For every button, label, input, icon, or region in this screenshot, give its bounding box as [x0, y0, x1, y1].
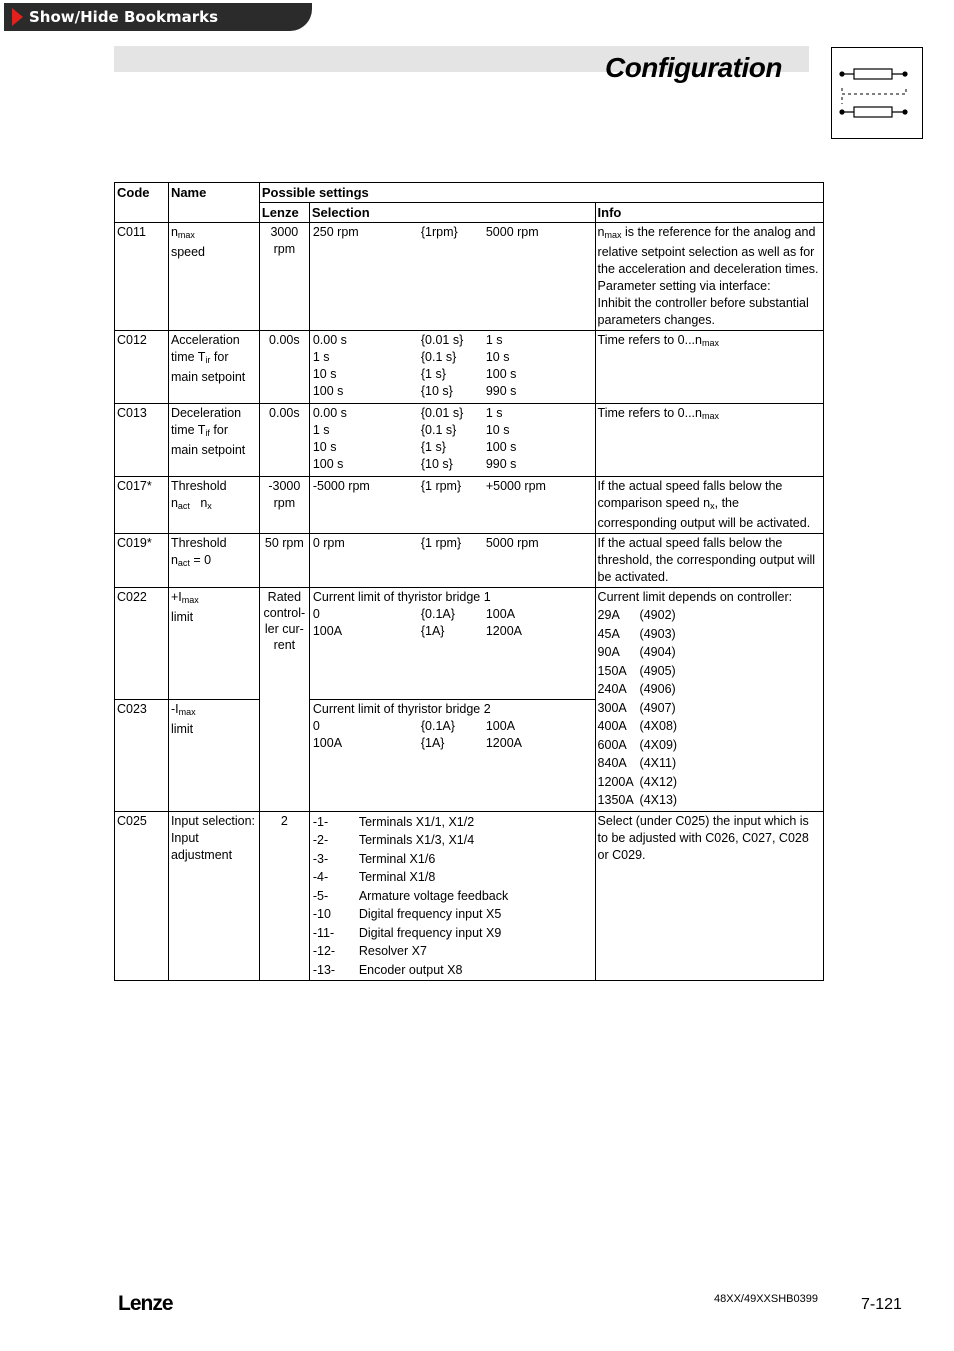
- name-cell: $+I_{max}$ limit: [168, 588, 259, 700]
- selection-cell: Current limit of thyristor bridge 2 0 {0.1A} 100A 100A {1A} 1200A: [309, 700, 595, 811]
- info-cell: Current limit depends on controller: 29A (4902) 45A (4903) 90A (4904) 150A (4905) 240A (4906) 300A (4907) 400A (4X08) 600A (4X09) 840A (4X11) 1200A (4X12) 1350A (4X13): [595, 588, 823, 812]
- name-cell: $n_{max}$ speed: [168, 223, 259, 331]
- code-cell: C022: [115, 588, 169, 700]
- table-row: [115, 404, 824, 477]
- bookmarks-label: Show/Hide Bookmarks: [29, 8, 219, 26]
- info-cell: Time refers to $0...n_{max}$: [595, 331, 823, 404]
- code-cell: C012: [115, 331, 169, 404]
- name-cell: Input selection: Input adjustment: [168, 811, 259, 981]
- document-number: 48XX/49XXSHB0399: [714, 1293, 818, 1305]
- show-hide-bookmarks-button[interactable]: [4, 3, 312, 31]
- selection-cell: Current limit of thyristor bridge 1 0 {0.1A} 100A 100A {1A} 1200A: [309, 588, 595, 700]
- name-cell: Threshold $n_{act}$ $n_x$: [168, 477, 259, 534]
- page-number: 7-121: [861, 1296, 902, 1313]
- table-row: [115, 477, 824, 534]
- info-cell: $n_{max}$ is the reference for the analog and relative setpoint selection as well as for the acceleration and deceleration times. Parameter setting via interface: Inhibit the controller before substantial parameters changes.: [595, 223, 823, 331]
- code-cell: C013: [115, 404, 169, 477]
- info-cell: Select (under C025) the input which is to be adjusted with C026, C027, C028 or C029.: [595, 811, 823, 981]
- triangle-right-icon: [12, 8, 23, 26]
- lenze-cell: 3000 rpm: [259, 223, 309, 331]
- name-cell: $-I_{max}$ limit: [168, 700, 259, 811]
- name-cell: Acceleration time $T_{ir}$ for main setpoint: [168, 331, 259, 404]
- selection-cell: -5000 rpm {1 rpm} +5000 rpm: [309, 477, 595, 534]
- table-row: [115, 588, 824, 700]
- selection-cell: 0.00 s {0.01 s} 1 s 1 s {0.1 s} 10 s 10 s {1 s} 100 s 100 s {10 s} 990 s: [309, 404, 595, 477]
- lenze-cell: 0.00s: [259, 404, 309, 477]
- table-row: [115, 223, 824, 331]
- selection-cell: -1- Terminals X1/1, X1/2 -2- Terminals X1/3, X1/4 -3- Terminal X1/6 -4- Terminal X1/8 -5- Armature voltage feedback -10 Digital frequency input X5 -11- Digital frequency input X9 -12- Resolver X7 -13- Encoder output X8: [309, 811, 595, 981]
- selection-cell: 250 rpm {1rpm} 5000 rpm: [309, 223, 595, 331]
- lenze-cell: Rated control-ler cur-rent: [259, 588, 309, 812]
- code-cell: C023: [115, 700, 169, 811]
- table-row: [115, 534, 824, 588]
- name-cell: Threshold $n_{act} = 0$: [168, 534, 259, 588]
- selection-cell: 0 rpm {1 rpm} 5000 rpm: [309, 534, 595, 588]
- lenze-cell: -3000 rpm: [259, 477, 309, 534]
- table-row: [115, 331, 824, 404]
- code-cell: C011: [115, 223, 169, 331]
- page-title: Configuration: [604, 52, 782, 83]
- info-cell: If the actual speed falls below the comparison speed $n_x$, the corresponding output will be activated.: [595, 477, 823, 534]
- header-lenze: Lenze: [259, 203, 309, 223]
- name-cell: Deceleration time $T_{if}$ for main setpoint: [168, 404, 259, 477]
- header-selection: Selection: [309, 203, 595, 223]
- info-cell: Time refers to $0...n_{max}$: [595, 404, 823, 477]
- configuration-table: [114, 182, 824, 981]
- header-possible-settings: Possible settings: [259, 183, 823, 203]
- header-info: Info: [595, 203, 823, 223]
- header-name: Name: [168, 183, 259, 223]
- info-cell: If the actual speed falls below the threshold, the corresponding output will be activated.: [595, 534, 823, 588]
- lenze-cell: 50 rpm: [259, 534, 309, 588]
- circuit-diagram-icon: [831, 47, 923, 139]
- code-cell: C017*: [115, 477, 169, 534]
- lenze-cell: 0.00s: [259, 331, 309, 404]
- table-row: [115, 811, 824, 981]
- lenze-logo: Lenze: [118, 1292, 173, 1315]
- selection-cell: 0.00 s {0.01 s} 1 s 1 s {0.1 s} 10 s 10 s {1 s} 100 s 100 s {10 s} 990 s: [309, 331, 595, 404]
- header-code: Code: [115, 183, 169, 223]
- lenze-cell: 2: [259, 811, 309, 981]
- code-cell: C019*: [115, 534, 169, 588]
- code-cell: C025: [115, 811, 169, 981]
